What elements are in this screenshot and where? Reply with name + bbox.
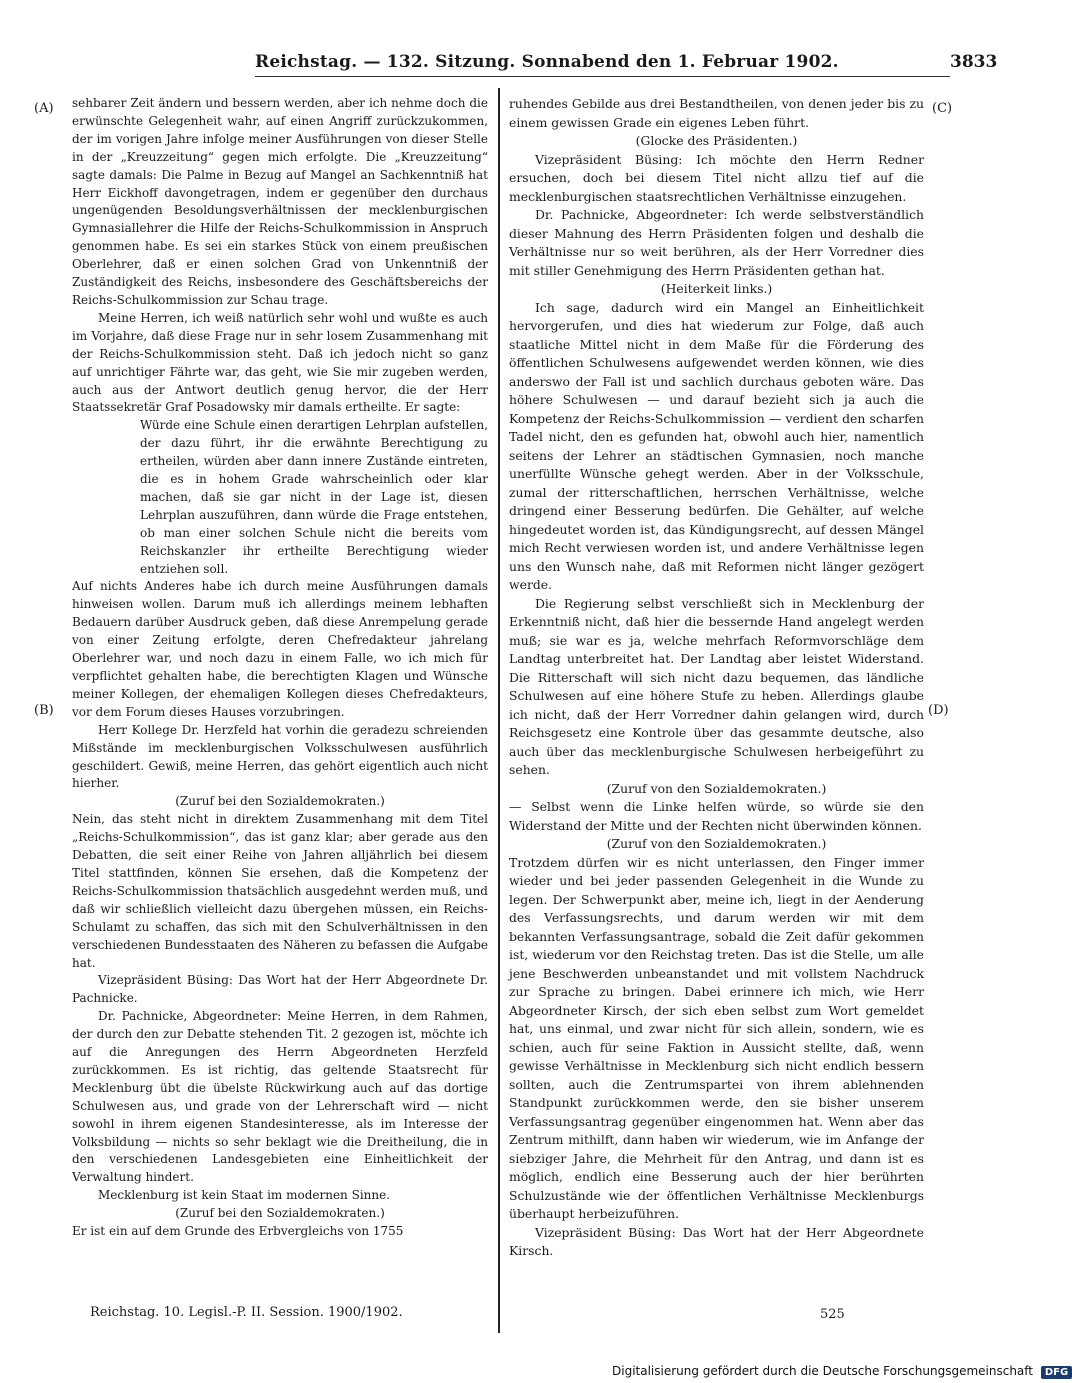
paragraph: Die Regierung selbst verschließt sich in Mecklenburg der Erkenntniß nicht, daß hier die bessernde Hand angelegt werden muß; sie war es ja, welche mehrfach Reformvorschläge dem Landtag unterbreitet hat. Der Landtag aber leistet Widerstand. Die Ritterschaft will sich nicht dazu bequemen, das ländliche Schulwesen auf eine höhere Stufe zu heben. Allerdings glaube ich nicht, daß der Herr Vorredner dahin gelangen wird, durch Reichsgesetz eine Kontrole über das gesammte deutsche, also auch über das mecklenburgische Schulwesen herbeigeführt zu sehen.	[509, 595, 924, 777]
paragraph: Würde eine Schule einen derartigen Lehrplan aufstellen, der dazu führt, ihr die erwähnte Berechtigung zu ertheilen, würden aber dann innere Zustände eintreten, die es in hohem Grade wahrscheinlich oder klar machen, daß sie gar nicht in der Lage ist, diesen Lehrplan auszuführen, dann würde die Frage entstehen, ob man einer solchen Schule nicht die bereits vom Reichskanzler ihr ertheilte Berechtigung wieder entziehen soll.	[140, 418, 488, 576]
digitization-note: Digitalisierung gefördert durch die Deutsche Forschungsgemeinschaft	[612, 1364, 1034, 1378]
paragraph: (Zuruf bei den Sozialdemokraten.)	[175, 794, 385, 809]
paragraph: Meine Herren, ich weiß natürlich sehr wohl und wußte es auch im Vorjahre, daß diese Frage nur in sehr losem Zusammenhang mit der Reichs-Schulkommission steht. Daß ich jedoch nicht so ganz auf unrichtiger Fährte war, das geht, wie Sie mir zugeben werden, auch aus der Antwort deutlich genug hervor, die der Herr Staatssekretär Graf Posadowsky mir damals ertheilte. Er sagte:	[72, 310, 488, 415]
paragraph: Vizepräsident Büsing: Ich möchte den Herrn Redner ersuchen, doch bei diesem Titel nicht allzu tief auf die mecklenburgischen staatsrechtlichen Verhältnisse einzugehen.	[509, 151, 924, 204]
running-title: Reichstag. — 132. Sitzung. Sonnabend den 1. Februar 1902.	[255, 52, 839, 72]
paragraph: Vizepräsident Büsing: Das Wort hat der Herr Abgeordnete Dr. Pachnicke.	[72, 973, 488, 1006]
paragraph: — Selbst wenn die Linke helfen würde, so würde sie den Widerstand der Mitte und der Rechten nicht überwinden können.	[509, 799, 924, 833]
paragraph: sehbarer Zeit ändern und bessern werden, aber ich nehme doch die erwünschte Gelegenheit wahr, auf einen Angriff zurückzukommen, der im vorigen Jahre infolge meiner Ausführungen von dieser Stelle in der „Kreuzzeitung“ gegen mich erfolgte. Die „Kreuzzeitung“ sagte damals: Die Palme in Bezug auf Mangel an Sachkenntniß hat Herr Eickhoff davongetragen, indem er gegenüber den durchaus ungenügenden Besoldungsverhältnissen der mecklenburgischen Gymnasiallehrer die Hilfe der Reichs-Schulkommission in Anspruch genommen habe. Es sei ein starkes Stück von einem preußischen Oberlehrer, daß er einen solchen Grad von Unkenntniß der Zuständigkeit des Reichs, insbesondere des Geschäftsbereichs der Reichs-Schulkommission zur Schau trage.	[72, 96, 488, 307]
paragraph: (Zuruf von den Sozialdemokraten.)	[606, 836, 827, 851]
paragraph: Mecklenburg ist kein Staat im modernen Sinne.	[98, 1188, 391, 1203]
right-column	[509, 95, 924, 1261]
margin-mark-d: (D)	[928, 703, 949, 718]
paragraph: ruhendes Gebilde aus drei Bestandtheilen, von denen jeder bis zu einem gewissen Grade ein eigenes Leben führt.	[509, 96, 924, 130]
digitization-credit	[612, 1364, 1072, 1379]
paragraph: (Zuruf von den Sozialdemokraten.)	[606, 780, 827, 796]
paragraph: (Zuruf bei den Sozialdemokraten.)	[175, 1206, 385, 1221]
page-number: 3833	[950, 52, 998, 72]
paragraph: Herr Kollege Dr. Herzfeld hat vorhin die geradezu schreienden Mißstände im mecklenburgischen Volksschulwesen ausführlich geschildert. Gewiß, meine Herren, das gehört eigentlich auch nicht hierher.	[72, 722, 488, 791]
paragraph: (Glocke des Präsidenten.)	[635, 133, 798, 148]
paragraph: Er ist ein auf dem Grunde des Erbvergleichs von 1755	[72, 1224, 404, 1239]
header-rule	[255, 76, 950, 77]
paragraph: Dr. Pachnicke, Abgeordneter: Meine Herren, in dem Rahmen, der durch den zur Debatte stehenden Tit. 2 gezogen ist, möchte ich auf die Anregungen des Herrn Abgeordneten Herzfeld zurückkommen. Es ist richtig, das geltende Staatsrecht für Mecklenburg übt die übelste Rückwirkung auch auf das dortige Schulwesen aus, und grade von der Lehrerschaft wird — nicht sowohl in ihrem eigenen Standesinteresse, als im Interesse der Volksbildung — nichts so sehr beklagt wie die Dreitheilung, die in den verschiedenen Landesgebieten eine Einheitlichkeit der Verwaltung hindert.	[72, 1009, 488, 1185]
paragraph: Vizepräsident Büsing: Das Wort hat der Herr Abgeordnete Kirsch.	[509, 1224, 924, 1258]
column-divider	[498, 88, 500, 1333]
paragraph: Ich sage, dadurch wird ein Mangel an Einheitlichkeit hervorgerufen, und dies hat wiederum zur Folge, daß auch staatliche Mittel nicht in dem Maße für die Förderung des öffentlichen Schulwesens aufgewendet werden können, wie dies anderswo der Fall ist und sachlich durchaus geboten wäre. Das höhere Schulwesen — und darauf bezieht sich ja auch die Kompetenz der Reichs-Schulkommission — verdient den scharfen Tadel nicht, den es gefunden hat, obwohl auch hier, namentlich seitens der Lehrer an städtischen Gymnasien, noch manche unerfüllte Wünsche gehegt werden. Aber in der Volksschule, zumal der ritterschaftlichen, herrschen Verhältnisse, welche dringend einer Besserung bedürfen. Die Gehälter, auf welche hingedeutet worden ist, das Kündigungsrecht, auf dessen Mängel mich Recht verwiesen worden ist, und andere Verhältnisse legen uns den Wunsch nahe, daß mit Reformen nicht länger gezögert werde.	[509, 299, 924, 592]
paragraph: (Heiterkeit links.)	[660, 281, 773, 296]
left-column	[72, 95, 488, 1241]
paragraph: Nein, das steht nicht in direktem Zusammenhang mit dem Titel „Reichs-Schulkommission“, das ist ganz klar; aber gerade aus den Debatten, die seit einer Reihe von Jahren alljährlich bei diesem Titel stattfinden, können Sie ersehen, daß die Kompetenz der Reichs-Schulkommission thatsächlich ausgedehnt werden muß, und daß wir schließlich vielleicht dazu übergehen müssen, ein Reichs-Schulamt zu schaffen, das sich mit den Schulverhältnissen in den verschiedenen Bundesstaaten des Näheren zu befassen die Aufgabe hat.	[72, 812, 489, 970]
sheet-number: 525	[820, 1307, 845, 1322]
paragraph: Auf nichts Anderes habe ich durch meine Ausführungen damals hinweisen wollen. Darum muß ich allerdings meinem lebhaften Bedauern darüber Ausdruck geben, daß diese Anrempelung gerade von einer Zeitung erfolgte, deren Chefredakteur jahrelang Oberlehrer war, und noch dazu in einem Falle, wo ich mich für verpflichtet gehalten habe, die berechtigten Klagen und Wünsche meiner Kollegen, der ehemaligen Kollegen dieses Chefredakteurs, vor dem Forum dieses Hauses vorzubringen.	[72, 579, 488, 719]
paragraph: Trotzdem dürfen wir es nicht unterlassen, den Finger immer wieder und bei jeder passenden Gelegenheit in die Wunde zu legen. Der Schwerpunkt aber, meine ich, liegt in der Aenderung des Verfassungsrechts, und darum werden wir mit dem bekannten Verfassungsantrage, sobald die Zeit dafür gekommen ist, wiederum vor den Reichstag treten. Das ist die Stelle, um alle jene Beschwerden unbeanstandet und mit vollstem Nachdruck zur Sprache zu bringen. Dabei erinnere ich mich, wie Herr Abgeordneter Kirsch, der sich eben selbst zum Wort gemeldet hat, uns einmal, und zwar nicht für sich allein, sondern, wie es schien, auch für seine Faktion in Aussicht stellte, daß, wenn gewisse Verhältnisse in Mecklenburg sich nicht endlich bessern sollten, auch die Zentrumspartei von ihrem ablehnenden Standpunkt zurückkommen werde, den sie bisher unserem Verfassungsantrag gegenüber eingenommen hat. Wenn aber das Zentrum mithilft, dann haben wir wiederum, wie im Anfange der siebziger Jahre, die Mehrheit für den Antrag, und dann ist es möglich, endlich eine Besserung auch der hier berührten Schulzustände wie der öffentlichen Verhältnisse Mecklenburgs überhaupt herbeizuführen.	[509, 854, 924, 1221]
margin-mark-c: (C)	[932, 101, 953, 116]
margin-mark-a: (A)	[34, 101, 54, 116]
paragraph: Dr. Pachnicke, Abgeordneter: Ich werde selbstverständlich dieser Mahnung des Herrn Präsidenten folgen und deshalb die Verhältnisse nur so weit berühren, als der Herr Vorredner dies mit stiller Genehmigung des Herrn Präsidenten gethan hat.	[509, 207, 924, 278]
session-footer: Reichstag. 10. Legisl.-P. II. Session. 1900/1902.	[90, 1305, 403, 1320]
dfg-logo: DFG	[1041, 1366, 1072, 1379]
margin-mark-b: (B)	[34, 703, 54, 718]
